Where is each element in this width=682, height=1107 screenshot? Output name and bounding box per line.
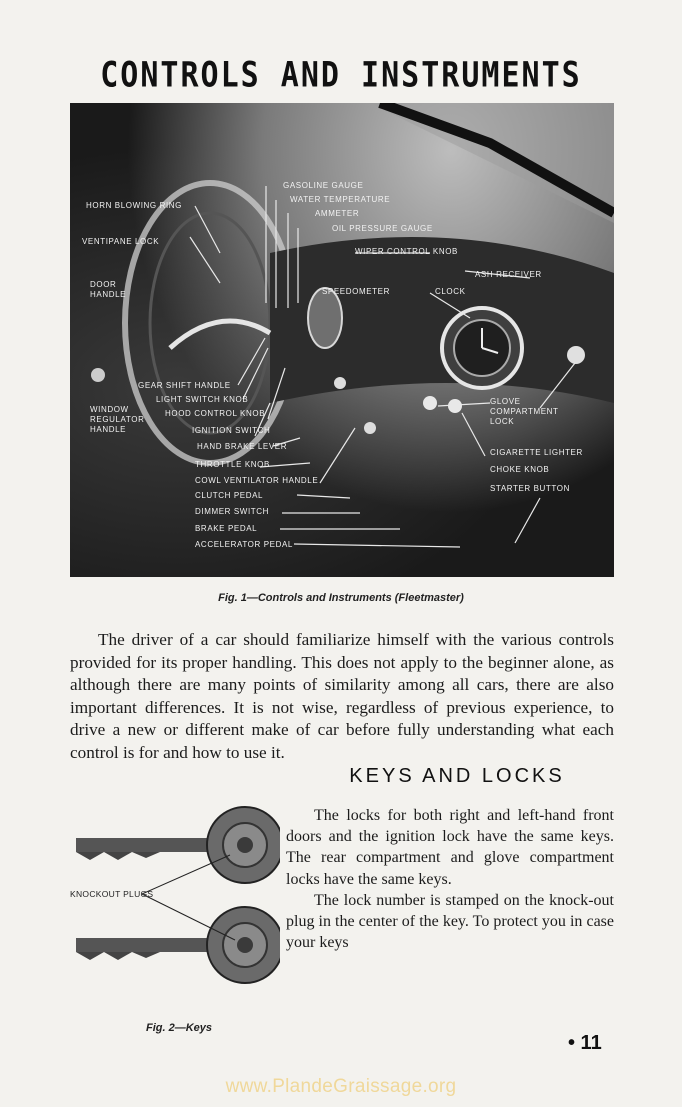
label-ash-receiver: ASH RECEIVER — [475, 270, 542, 279]
label-door-handle-line1: DOOR — [90, 280, 117, 289]
figure1-caption: Fig. 1—Controls and Instruments (Fleetmaster) — [218, 592, 464, 604]
label-window-regulator-line2: REGULATOR — [90, 415, 145, 424]
dashboard-illustration — [70, 103, 614, 577]
label-brake-pedal: BRAKE PEDAL — [195, 524, 258, 533]
label-window-regulator-line1: WINDOW — [90, 405, 129, 414]
label-glove-compartment-line3: LOCK — [490, 417, 515, 426]
knockout-plugs-label: KNOCKOUT PLUGS — [70, 889, 154, 899]
label-horn-blowing-ring: HORN BLOWING RING — [86, 201, 182, 210]
label-window-regulator-line3: HANDLE — [90, 425, 127, 434]
keys-section-body — [286, 805, 614, 953]
label-choke-knob: CHOKE KNOB — [490, 465, 550, 474]
label-door-handle-line2: HANDLE — [90, 290, 127, 299]
label-hand-brake-lever: HAND BRAKE LEVER — [197, 442, 288, 451]
label-throttle-knob: THROTTLE KNOB — [195, 460, 270, 469]
label-accelerator-pedal: ACCELERATOR PEDAL — [195, 540, 293, 549]
label-gasoline-gauge: GASOLINE GAUGE — [283, 181, 364, 190]
label-glove-compartment-line1: GLOVE — [490, 397, 521, 406]
label-clutch-pedal: CLUTCH PEDAL — [195, 491, 264, 500]
label-gear-shift-handle: GEAR SHIFT HANDLE — [138, 381, 231, 390]
label-wiper-control-knob: WIPER CONTROL KNOB — [355, 247, 458, 256]
label-ventipane-lock: VENTIPANE LOCK — [82, 237, 160, 246]
keys-paragraph-2: The lock number is stamped on the knock-out plug in the center of the key. To protect you in case your keys — [286, 891, 614, 952]
label-hood-control-knob: HOOD CONTROL KNOB — [165, 409, 266, 418]
label-cigarette-lighter: CIGARETTE LIGHTER — [490, 448, 583, 457]
figure2-caption: Fig. 2—Keys — [146, 1022, 213, 1034]
page-title: CONTROLS AND INSTRUMENTS — [100, 55, 582, 96]
keys-section-heading: KEYS AND LOCKS — [349, 765, 565, 787]
label-oil-pressure-gauge: OIL PRESSURE GAUGE — [332, 224, 433, 233]
label-ammeter: AMMETER — [315, 209, 360, 218]
label-glove-compartment-line2: COMPARTMENT — [490, 407, 559, 416]
label-ignition-switch: IGNITION SWITCH — [192, 426, 271, 435]
label-clock: CLOCK — [435, 287, 466, 296]
controls-photo — [70, 103, 614, 577]
label-starter-button: STARTER BUTTON — [490, 484, 570, 493]
intro-paragraph: The driver of a car should familiarize himself with the various controls provided for its proper handling. This does not apply to the beginner alone, as although there are many points of similarity among all cars, there are also important differences. It is not wise, regardless of previous experience, to drive a new or different make of car before fully understanding what each control is for and how to use it. — [70, 630, 614, 762]
label-water-temperature: WATER TEMPERATURE — [290, 195, 391, 204]
label-speedometer: SPEEDOMETER — [322, 287, 390, 296]
page-number: • 11 — [568, 1032, 602, 1054]
label-light-switch-knob: LIGHT SWITCH KNOB — [156, 395, 249, 404]
label-dimmer-switch: DIMMER SWITCH — [195, 507, 270, 516]
keys-illustration — [70, 800, 280, 1015]
keys-paragraph-1: The locks for both right and left-hand front doors and the ignition lock have the same keys. The rear compartment and glove compartment locks have the same keys. — [286, 807, 614, 888]
site-watermark: www.PlandeGraissage.org — [225, 1076, 457, 1097]
label-cowl-ventilator-handle: COWL VENTILATOR HANDLE — [195, 476, 319, 485]
